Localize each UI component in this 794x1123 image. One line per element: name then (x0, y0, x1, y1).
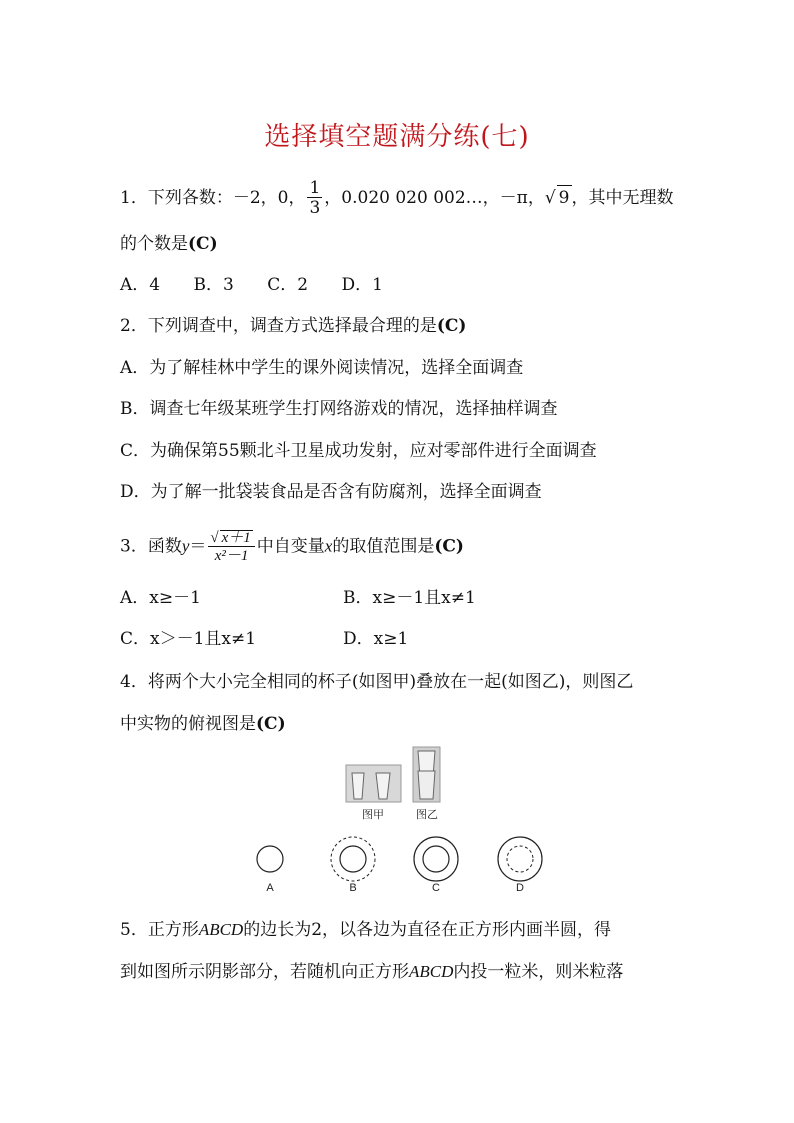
figure-label-jia: 图甲 (362, 809, 384, 821)
q4-answer: (C) (256, 714, 286, 734)
question-2-stem (120, 314, 466, 338)
q1-fraction (307, 180, 322, 217)
q3-answer: (C) (434, 536, 464, 557)
q3-option-a: A．x≥－1 (120, 588, 201, 608)
question-3-stem (120, 530, 464, 564)
option-b-outer-circle-icon (331, 837, 375, 881)
q2-answer: (C) (436, 316, 467, 336)
q4-option-label-d: D (516, 882, 524, 894)
q5-line1-a: 5．正方形 (120, 920, 199, 940)
q2-option-c: C．为确保第55颗北斗卫星成功发射，应对零部件进行全面调查 (120, 441, 597, 461)
question-5-line-1 (120, 918, 611, 942)
q1-frac-den: 3 (309, 198, 321, 218)
q4-line2: 中实物的俯视图是 (120, 714, 256, 734)
q2-option-a: A．为了解桂林中学生的课外阅读情况，选择全面调查 (120, 358, 524, 378)
option-d-outer-circle-icon (498, 837, 542, 881)
q4-option-label-a: A (266, 882, 274, 894)
q5-abcd-2: ABCD (409, 962, 454, 981)
option-c-inner-circle-icon (423, 846, 449, 872)
q3-eq: ＝ (189, 536, 207, 557)
cup-icon (352, 773, 364, 799)
stacked-cup-icon (418, 771, 435, 799)
question-1-line-1: 1．下列各数：－2，0， $\frac{1}{3}$ ，0.020 020 002…，－π，√ 9 ，其中无理数 (120, 178, 674, 218)
q5-line2-b: 内投一粒米，则米粒落 (453, 962, 624, 982)
q3-frac-den: x²－1 (214, 548, 249, 564)
option-b-inner-circle-icon (340, 846, 366, 872)
q1-frac-num: 1 (309, 178, 321, 198)
q5-abcd: ABCD (198, 920, 244, 939)
q3-option-b: B．x≥－1且x≠1 (343, 588, 476, 608)
q4-option-label-b: B (349, 882, 357, 894)
q3-suffix: 的取值范围是 (332, 536, 435, 557)
q4-option-figures (248, 832, 558, 888)
option-c-outer-circle-icon (414, 837, 458, 881)
q3-mid: 中自变量 (256, 536, 325, 557)
question-4-line-2 (120, 712, 286, 736)
q3-option-c: C．x＞－1且x≠1 (120, 629, 257, 649)
question-1-line-2 (120, 232, 218, 256)
q1-option-a: A．4 (120, 275, 161, 295)
q1-prefix: 1．下列各数：－2，0， (120, 188, 306, 208)
q1-options (120, 273, 383, 297)
q1-answer: (C) (188, 234, 218, 254)
option-a-circle-icon (257, 846, 283, 872)
q2-stem: 2．下列调查中，调查方式选择最合理的是 (120, 316, 437, 336)
q4-option-label-c: C (432, 882, 440, 894)
q1-mid: ，0.020 020 002…，－π， (324, 188, 545, 208)
q1-option-d: D．1 (341, 275, 383, 295)
q3-prefix: 3．函数 (120, 536, 182, 557)
q2-option-b: B．调查七年级某班学生打网络游戏的情况，选择抽样调查 (120, 399, 558, 419)
q3-y: y (181, 536, 190, 556)
q5-line1-b: 的边长为2，以各边为直径在正方形内画半圆，得 (243, 920, 612, 940)
q3-frac-num: √ x＋1 (208, 530, 254, 547)
q2-option-d: D．为了解一批袋装食品是否含有防腐剂，选择全面调查 (120, 482, 542, 502)
figure-label-yi: 图乙 (416, 809, 438, 821)
q3-fraction (208, 530, 254, 564)
q5-line2-a: 到如图所示阴影部分，若随机向正方形 (120, 962, 409, 982)
q3-option-d: D．x≥1 (343, 629, 409, 649)
q1-option-b: B．3 (193, 275, 234, 295)
page-title: 选择填空题满分练(七) (264, 122, 530, 152)
cup-icon (376, 773, 390, 799)
q3-x: x (324, 536, 333, 556)
q1-sqrt: 9 (557, 185, 572, 210)
question-5-line-2 (120, 960, 623, 984)
question-4-line-1: 4．将两个大小完全相同的杯子(如图甲)叠放在一起(如图乙)，则图乙 (120, 672, 634, 692)
q1-option-c: C．2 (267, 275, 309, 295)
q1-line2: 的个数是 (120, 234, 188, 254)
option-d-inner-circle-icon (507, 846, 533, 872)
q1-suffix: ，其中无理数 (571, 188, 674, 208)
